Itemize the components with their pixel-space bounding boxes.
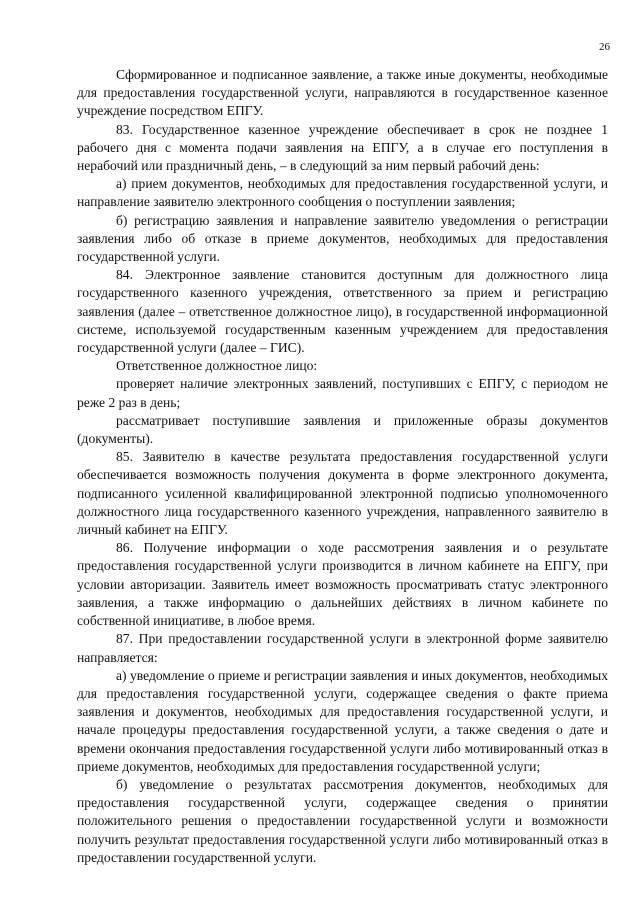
paragraph-83-b: б) регистрацию заявления и направление заявителю уведомления о регистрации заявления либо об отказе в приеме документов, необходимых для предоставления государственной услуги. <box>77 212 608 265</box>
paragraph-87-b: б) уведомление о результатах рассмотрения документов, необходимых для предоставления государственной услуги, содержащее сведения о принятии положительного решения о предоставлении государственной услуги и возможности получить результат предоставления государственной услуги либо мотивированный отказ в предоставлении государственной услуги. <box>77 776 608 865</box>
document-body <box>77 66 608 867</box>
page-number: 26 <box>599 41 610 53</box>
paragraph-intro: Сформированное и подписанное заявление, а также иные документы, необходимые для предоставления государственной услуги, направляются в государственное казенное учреждение посредством ЕПГУ. <box>77 67 608 119</box>
paragraph-86: 86. Получение информации о ходе рассмотрения заявления и о результате предоставления государственной услуги производится в личном кабинете на ЕПГУ, при условии авторизации. Заявитель имеет возможность просматривать статус электронного заявления, а также информацию о дальнейших действиях в личном кабинете по собственной инициативе, в любое время. <box>77 540 608 629</box>
paragraph-84-checks: проверяет наличие электронных заявлений, поступивших с ЕПГУ, с периодом не реже 2 раз в день; <box>77 376 608 410</box>
paragraph-83-a: а) прием документов, необходимых для предоставления государственной услуги, и направление заявителю электронного сообщения о поступлении заявления; <box>77 176 608 210</box>
paragraph-84: 84. Электронное заявление становится доступным для должностного лица государственного казенного учреждения, ответственного за прием и регистрацию заявления (далее – ответственное должностное лицо), в государственной информационной системе, используемой государственным казенным учреждением для предоставления государственной услуги (далее – ГИС). <box>77 267 608 356</box>
paragraph-85: 85. Заявителю в качестве результата предоставления государственной услуги обеспечивается возможность получения документа в форме электронного документа, подписанного усиленной квалифицированной электронной подписью уполномоченного должностного лица государственного казенного учреждения, направленного заявителю в личный кабинет на ЕПГУ. <box>77 449 608 538</box>
paragraph-87: 87. При предоставлении государственной услуги в электронной форме заявителю направляется: <box>77 631 608 665</box>
paragraph-83: 83. Государственное казенное учреждение обеспечивает в срок не позднее 1 рабочего дня с момента подачи заявления на ЕПГУ, а в случае его поступления в нерабочий или праздничный день, – в следующий за ним первый рабочий день: <box>77 121 608 174</box>
paragraph-84-officer: Ответственное должностное лицо: <box>116 358 318 374</box>
paragraph-84-reviews: рассматривает поступившие заявления и приложенные образы документов (документы). <box>77 412 608 447</box>
paragraph-87-a: а) уведомление о приеме и регистрации заявления и иных документов, необходимых для предоставления государственной услуги, содержащее сведения о факте приема заявления и документов, необходимых для предоставления государственной услуги, и начале процедуры предоставления государственной услуги, а также сведения о дате и времени окончания предоставления государственной услуги либо мотивированный отказ в приеме документов, необходимых для предоставления государственной услуги; <box>77 667 608 774</box>
